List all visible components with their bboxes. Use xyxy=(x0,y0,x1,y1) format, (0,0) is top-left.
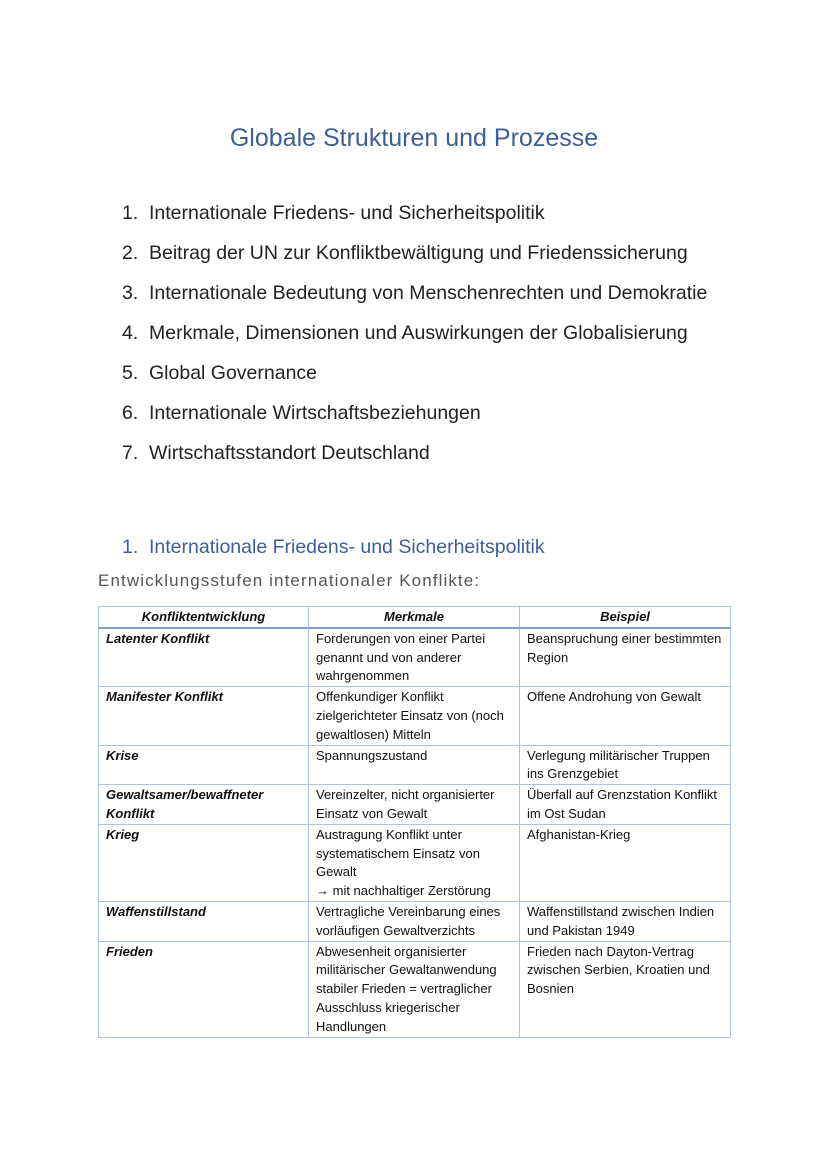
stage-cell: Krise xyxy=(99,745,309,785)
stage-cell: Waffenstillstand xyxy=(99,901,309,941)
features-cell xyxy=(309,901,520,941)
example-cell: Frieden nach Dayton-Vertrag zwischen Serbien, Kroatien und Bosnien xyxy=(520,941,731,1037)
example-cell: Offene Androhung von Gewalt xyxy=(520,687,731,745)
toc-item xyxy=(122,199,742,228)
feature-text: Austragung Konflikt unter systematischem Einsatz von Gewalt xyxy=(316,826,481,880)
stage-cell: Latenter Konflikt xyxy=(99,628,309,687)
toc-item-text: Wirtschaftsstandort Deutschland xyxy=(149,442,430,464)
feature-text: Forderungen von einer Partei genannt und von anderer wahrgenommen xyxy=(316,630,486,684)
feature-text: → mit nachhaltiger Zerstörung xyxy=(316,883,491,899)
toc-item-text: Global Governance xyxy=(149,362,318,384)
feature-text: Spannungszustand xyxy=(316,747,428,763)
features-cell xyxy=(309,824,520,901)
example-cell: Verlegung militärischer Truppen ins Grenzgebiet xyxy=(520,745,731,785)
stage-cell: Manifester Konflikt xyxy=(99,687,309,745)
stage-cell: Frieden xyxy=(99,941,309,1037)
feature-text: Offenkundiger Konflikt zielgerichteter Einsatz von (noch gewaltlosen) Mitteln xyxy=(316,689,504,742)
example-cell: Afghanistan-Krieg xyxy=(520,824,731,901)
conflict-stages-table xyxy=(98,606,731,1038)
toc-item-text: Beitrag der UN zur Konfliktbewältigung und Friedenssicherung xyxy=(149,242,688,264)
feature-text: stabiler Frieden = vertraglicher Ausschluss kriegerischer Handlungen xyxy=(316,981,492,1034)
page-title: Globale Strukturen und Prozesse xyxy=(229,124,599,152)
toc-item xyxy=(122,359,742,388)
table-row xyxy=(99,628,731,687)
toc-item-number: 3. xyxy=(122,282,139,304)
toc-item-number: 4. xyxy=(122,322,139,344)
section-heading-text: Internationale Friedens- und Sicherheitspolitik xyxy=(149,536,545,558)
column-header-example: Beispiel xyxy=(520,607,731,628)
table-row xyxy=(99,824,731,901)
features-cell xyxy=(309,687,520,745)
column-header-stage: Konfliktentwicklung xyxy=(99,607,309,628)
table-row xyxy=(99,785,731,825)
toc-item-text: Internationale Friedens- und Sicherheitspolitik xyxy=(149,202,545,224)
stage-cell: Gewaltsamer/bewaffneter Konflikt xyxy=(99,785,309,825)
table-of-contents xyxy=(122,199,742,479)
toc-item xyxy=(122,319,742,348)
features-cell xyxy=(309,628,520,687)
features-cell xyxy=(309,785,520,825)
toc-item-text: Internationale Bedeutung von Menschenrechten und Demokratie xyxy=(149,282,708,304)
feature-text: Vertragliche Vereinbarung eines vorläufigen Gewaltverzichts xyxy=(316,903,501,938)
features-cell xyxy=(309,941,520,1037)
toc-item xyxy=(122,279,742,308)
example-cell: Waffenstillstand zwischen Indien und Pakistan 1949 xyxy=(520,901,731,941)
toc-item xyxy=(122,439,742,468)
column-header-features: Merkmale xyxy=(309,607,520,628)
table-row xyxy=(99,687,731,745)
section-subheading: Entwicklungsstufen internationaler Konflikte: xyxy=(98,571,481,590)
toc-item-number: 6. xyxy=(122,402,139,424)
example-cell: Beanspruchung einer bestimmten Region xyxy=(520,628,731,687)
toc-item-number: 2. xyxy=(122,242,139,264)
toc-item-text: Merkmale, Dimensionen und Auswirkungen der Globalisierung xyxy=(149,322,688,344)
features-cell xyxy=(309,745,520,785)
table-row xyxy=(99,901,731,941)
section-heading xyxy=(122,536,545,559)
section-number: 1. xyxy=(122,536,139,558)
table-row xyxy=(99,941,731,1037)
table-row xyxy=(99,745,731,785)
feature-text: Abwesenheit organisierter militärischer Gewaltanwendung xyxy=(316,943,497,978)
table-header-row xyxy=(99,607,731,628)
toc-item-number: 7. xyxy=(122,442,139,464)
toc-item-number: 5. xyxy=(122,362,139,384)
toc-item-text: Internationale Wirtschaftsbeziehungen xyxy=(149,402,481,424)
stage-cell: Krieg xyxy=(99,824,309,901)
toc-item xyxy=(122,239,742,268)
toc-item-number: 1. xyxy=(122,202,139,224)
example-cell: Überfall auf Grenzstation Konflikt im Ost Sudan xyxy=(520,785,731,825)
feature-text: Vereinzelter, nicht organisierter Einsatz von Gewalt xyxy=(316,787,495,821)
toc-item xyxy=(122,399,742,428)
